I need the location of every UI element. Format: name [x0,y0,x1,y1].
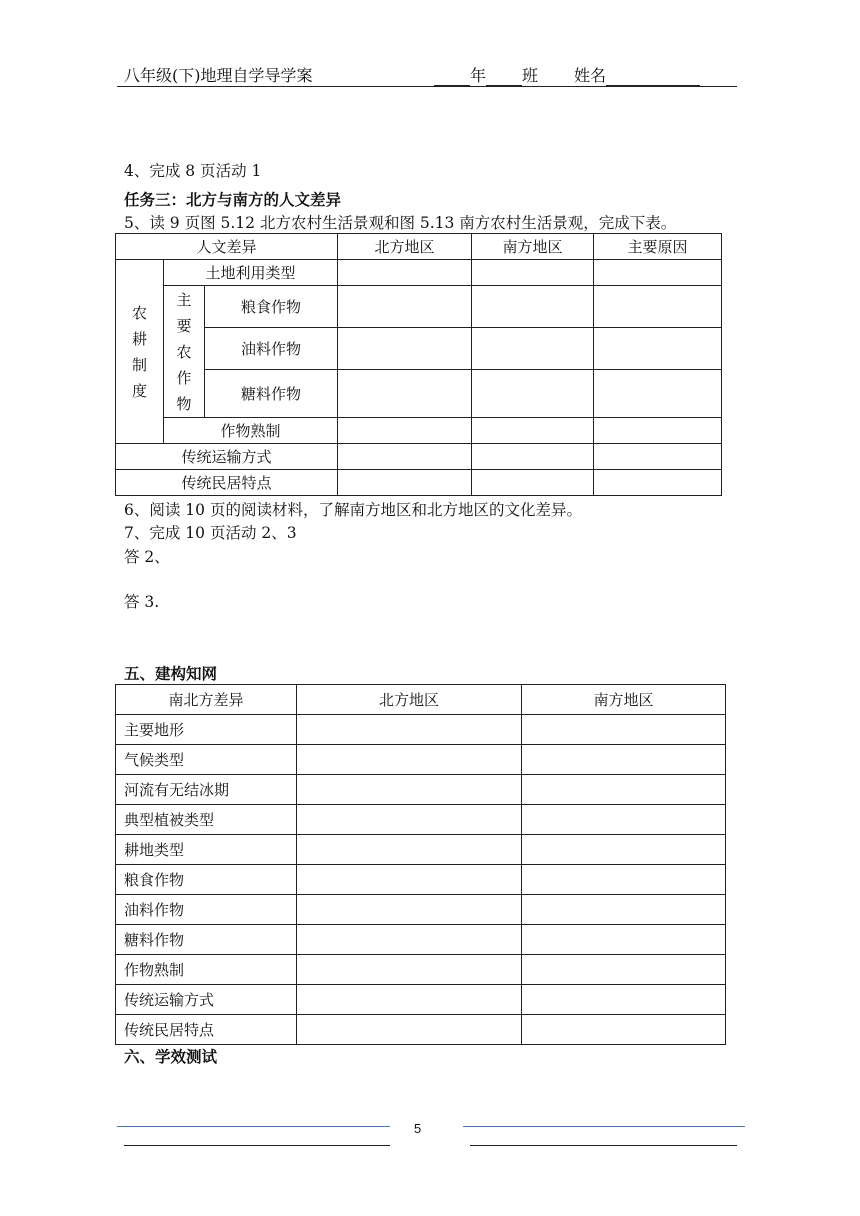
answer-cell[interactable] [297,715,522,745]
answer-cell[interactable] [522,775,726,805]
vertical-char: 制 [131,355,147,374]
header-cell: 北方地区 [297,685,522,715]
answer-3: 答 3. [124,593,160,611]
answer-cell[interactable] [338,370,472,418]
row-label: 传统民居特点 [116,1015,297,1045]
table-row [116,775,726,805]
answer-cell[interactable] [472,328,594,370]
header-class-fields [434,63,538,86]
human-differences-table [115,233,722,496]
item-6: 6、阅读 10 页的阅读材料，了解南方地区和北方地区的文化差异。 [124,501,582,519]
row-label: 主要地形 [116,715,297,745]
answer-cell[interactable] [522,925,726,955]
main-crops-group-cell [164,286,205,418]
header-cell: 南方地区 [472,234,594,260]
answer-cell[interactable] [338,260,472,286]
table-row [116,470,722,496]
answer-cell[interactable] [297,985,522,1015]
vertical-char: 要 [176,316,192,335]
header-cell: 南方地区 [522,685,726,715]
answer-cell[interactable] [297,925,522,955]
row-label: 土地利用类型 [164,260,338,286]
header-cell: 人文差异 [116,234,338,260]
answer-cell[interactable] [594,328,722,370]
row-label: 传统运输方式 [116,985,297,1015]
answer-cell[interactable] [472,470,594,496]
header-cell: 主要原因 [594,234,722,260]
answer-cell[interactable] [297,955,522,985]
answer-cell[interactable] [297,775,522,805]
page-number: 5 [414,1121,422,1136]
class-suffix: 班 [522,66,539,85]
row-label: 粮食作物 [205,286,338,328]
table-row [116,286,722,328]
header-title: 八年级(下)地理自学导学案 [124,66,313,85]
knowledge-network-table [115,684,726,1045]
row-label: 糖料作物 [116,925,297,955]
answer-cell[interactable] [472,286,594,328]
answer-cell[interactable] [297,805,522,835]
item-5: 5、读 9 页图 5.12 北方农村生活景观和图 5.13 南方农村生活景观，完成下表。 [124,214,677,232]
answer-cell[interactable] [338,328,472,370]
table-header-row [116,234,722,260]
table-row [116,1015,726,1045]
main-crops-label [164,287,204,417]
answer-cell[interactable] [297,835,522,865]
section5-title: 五、建构知网 [124,665,218,683]
row-label: 作物熟制 [164,418,338,444]
table-row [116,835,726,865]
answer-cell[interactable] [522,895,726,925]
table-row [116,260,722,286]
answer-cell[interactable] [297,865,522,895]
footer-rule-left-top [117,1126,390,1127]
farming-system-group-cell [116,260,164,444]
vertical-char: 度 [131,381,147,400]
header-name-field [574,63,700,86]
answer-cell[interactable] [594,370,722,418]
answer-cell[interactable] [338,286,472,328]
answer-cell[interactable] [297,1015,522,1045]
table-row [116,745,726,775]
row-label: 油料作物 [116,895,297,925]
answer-2: 答 2、 [124,548,170,566]
answer-cell[interactable] [338,444,472,470]
answer-cell[interactable] [522,985,726,1015]
answer-cell[interactable] [297,895,522,925]
answer-cell[interactable] [472,370,594,418]
answer-cell[interactable] [472,260,594,286]
vertical-char: 农 [131,303,147,322]
answer-cell[interactable] [594,260,722,286]
vertical-char: 耕 [131,329,147,348]
header-cell: 南北方差异 [116,685,297,715]
vertical-char: 农 [176,342,192,361]
table-row [116,328,722,370]
row-label: 粮食作物 [116,865,297,895]
table-row [116,444,722,470]
answer-cell[interactable] [522,955,726,985]
vertical-char: 主 [176,290,192,309]
answer-cell[interactable] [522,715,726,745]
footer-rule-left-bottom [124,1145,390,1146]
name-blank[interactable] [606,69,700,86]
row-label: 糖料作物 [205,370,338,418]
answer-cell[interactable] [472,444,594,470]
class-blank[interactable] [486,69,522,86]
item-4: 4、完成 8 页活动 1 [124,162,262,180]
name-label: 姓名 [574,66,607,85]
row-label: 油料作物 [205,328,338,370]
answer-cell[interactable] [522,865,726,895]
row-label: 耕地类型 [116,835,297,865]
footer-rule-right-bottom [470,1145,737,1146]
header-rule [117,86,737,87]
table-row [116,418,722,444]
answer-cell[interactable] [594,470,722,496]
grade-blank[interactable] [434,69,470,86]
row-label: 作物熟制 [116,955,297,985]
task3-title: 任务三：北方与南方的人文差异 [124,191,342,209]
answer-cell[interactable] [594,418,722,444]
table-row [116,865,726,895]
knowledge-network-body [116,685,726,1045]
table-row [116,925,726,955]
row-label: 河流有无结冰期 [116,775,297,805]
answer-cell[interactable] [472,418,594,444]
row-label: 气候类型 [116,745,297,775]
answer-cell[interactable] [297,745,522,775]
row-label: 传统民居特点 [116,470,338,496]
table-row [116,370,722,418]
footer-rule-right-top [463,1126,745,1127]
answer-cell[interactable] [594,286,722,328]
answer-cell[interactable] [594,444,722,470]
farming-system-label [116,300,163,404]
table-row [116,895,726,925]
item-7: 7、完成 10 页活动 2、3 [124,524,297,542]
row-label: 典型植被类型 [116,805,297,835]
header-cell: 北方地区 [338,234,472,260]
table-row [116,805,726,835]
table-row [116,715,726,745]
row-label: 传统运输方式 [116,444,338,470]
answer-cell[interactable] [522,805,726,835]
answer-cell[interactable] [338,470,472,496]
grade-suffix: 年 [470,66,487,85]
vertical-char: 作 [176,368,192,387]
vertical-char: 物 [176,394,192,413]
table-header-row [116,685,726,715]
table-row [116,985,726,1015]
table-row [116,955,726,985]
answer-cell[interactable] [338,418,472,444]
answer-cell[interactable] [522,745,726,775]
section6-title: 六、学效测试 [124,1048,218,1066]
answer-cell[interactable] [522,835,726,865]
answer-cell[interactable] [522,1015,726,1045]
